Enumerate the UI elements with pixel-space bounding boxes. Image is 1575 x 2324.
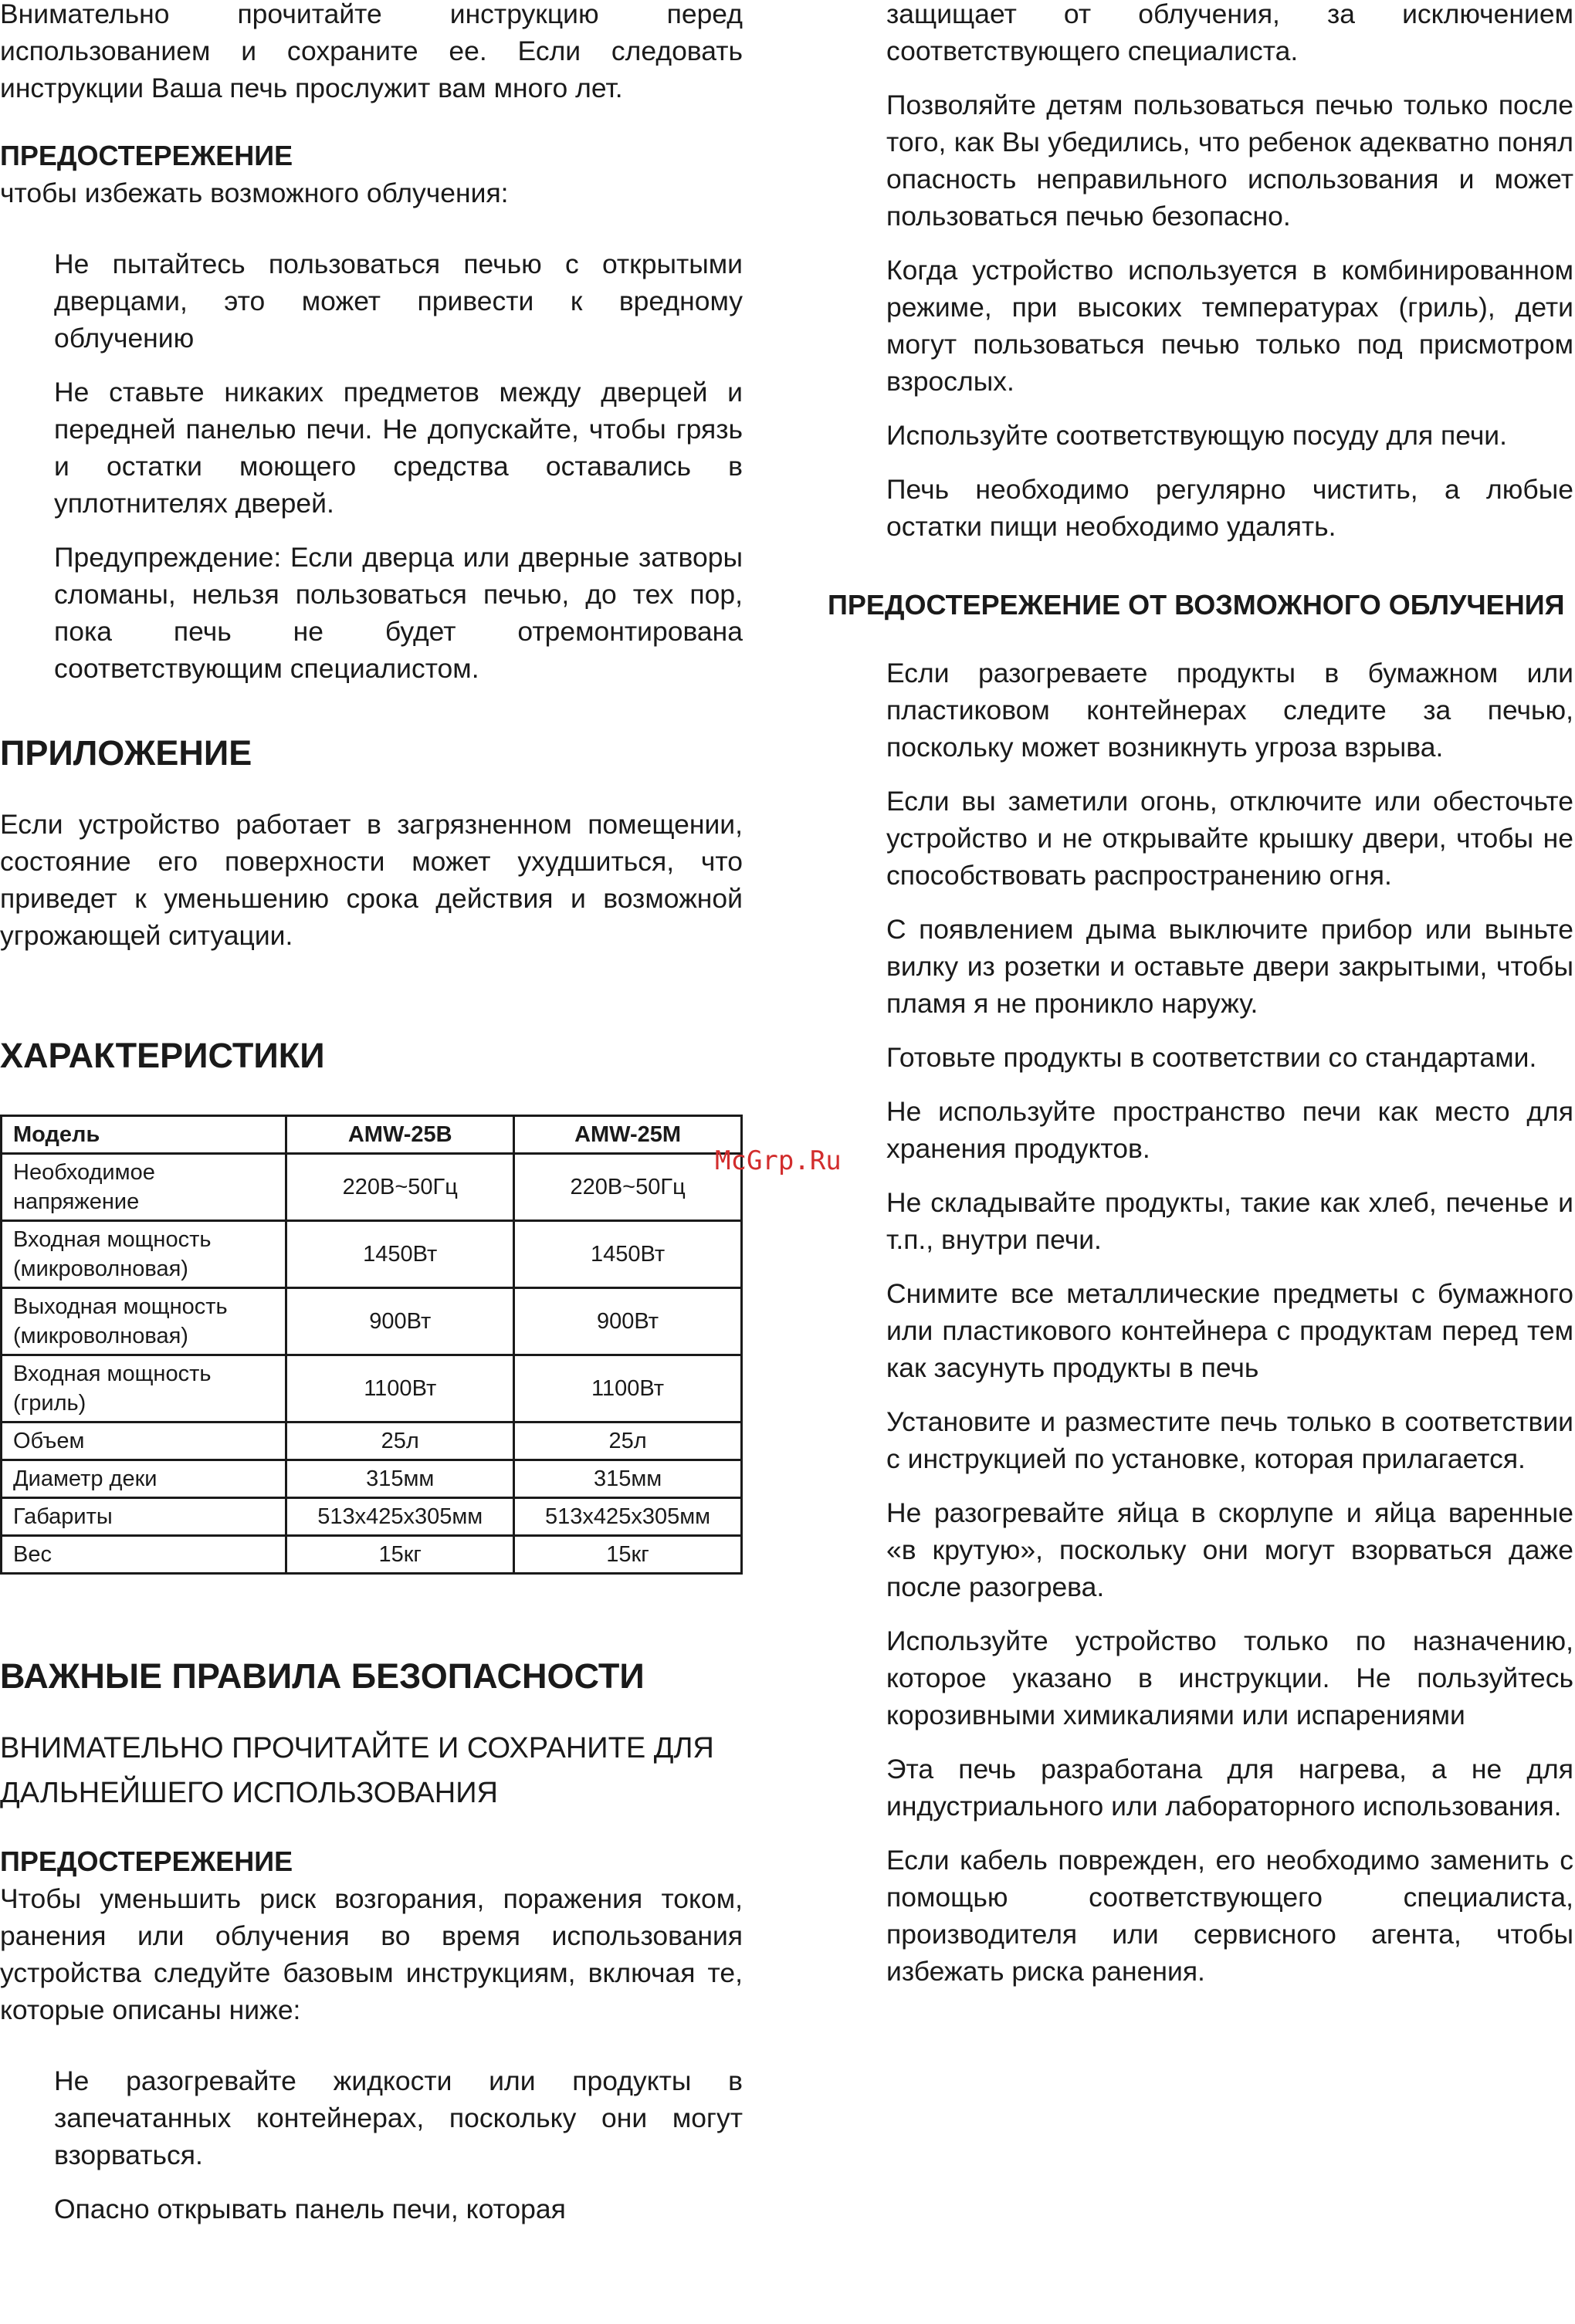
table-row bbox=[2, 1460, 742, 1498]
row-value-b: 15кг bbox=[286, 1536, 514, 1574]
row-value-b: 25л bbox=[286, 1422, 514, 1460]
row-value-m: 315мм bbox=[514, 1460, 742, 1498]
right-item-6: Если вы заметили огонь, отключите или обесточьте устройство и не открывайте крышку двери, чтобы не способствовать распространению огня. bbox=[886, 786, 1573, 891]
right-item-15: Эта печь разработана для нагрева, а не для индустриального или лабораторного использования. bbox=[886, 1754, 1573, 1822]
right-item-10: Не складывайте продукты, такие как хлеб, печенье и т.п., внутри печи. bbox=[886, 1187, 1573, 1255]
row-label: Необходимое напряжение bbox=[2, 1154, 286, 1221]
right-item-1: Позволяйте детям пользоваться печью только после того, как Вы убедились, что ребенок адекватно понял опасность неправильного использования и может пользоваться печью безопасно. bbox=[886, 90, 1573, 232]
right-item-8: Готовьте продукты в соответствии со стандартами. bbox=[886, 1042, 1537, 1073]
header-model: Модель bbox=[2, 1116, 286, 1154]
row-label: Входная мощность (микроволновая) bbox=[2, 1221, 286, 1288]
row-label: Объем bbox=[2, 1422, 286, 1460]
caution-item-3: Предупреждение: Если дверца или дверные затворы сломаны, нельзя пользоваться печью, до тех пор, пока печь не будет отремонтирована соответствующим специалистом. bbox=[54, 542, 743, 684]
caution-item-1: Не пытайтесь пользоваться печью с открытыми дверцами, это может привести к вредному облучению bbox=[54, 249, 743, 354]
appendix-text: Если устройство работает в загрязненном помещении, состояние его поверхности может ухудшиться, что приведет к уменьшению срока действия и возможной угрожающей ситуации. bbox=[0, 809, 743, 951]
safety-heading: ВАЖНЫЕ ПРАВИЛА БЕЗОПАСНОСТИ bbox=[0, 1656, 645, 1696]
row-label: Габариты bbox=[2, 1498, 286, 1536]
row-value-b: 1100Вт bbox=[286, 1355, 514, 1422]
right-item-5: Если разогреваете продукты в бумажном или пластиковом контейнерах следите за печью, поскольку может возникнуть угроза взрыва. bbox=[886, 658, 1573, 763]
right-item-12: Установите и разместите печь только в соответствии с инструкцией по установке, которая прилагается. bbox=[886, 1406, 1573, 1474]
right-item-2: Когда устройство используется в комбинированном режиме, при высоких температурах (гриль), дети могут пользоваться печью только под присмотром взрослых. bbox=[886, 255, 1573, 397]
specs-heading: ХАРАКТЕРИСТИКИ bbox=[0, 1036, 325, 1075]
row-value-m: 1100Вт bbox=[514, 1355, 742, 1422]
row-label: Диаметр деки bbox=[2, 1460, 286, 1498]
continuation-paragraph: защищает от облучения, за исключением соответствующего специалиста. bbox=[886, 0, 1573, 66]
specs-table bbox=[0, 1115, 743, 1575]
table-row bbox=[2, 1221, 742, 1288]
row-value-m: 900Вт bbox=[514, 1288, 742, 1355]
row-label: Выходная мощность (микроволновая) bbox=[2, 1288, 286, 1355]
table-row bbox=[2, 1355, 742, 1422]
right-item-16: Если кабель поврежден, его необходимо заменить с помощью соответствующего специалиста, производителя или сервисного агента, чтобы избежать риска ранения. bbox=[886, 1845, 1573, 1987]
row-value-m: 1450Вт bbox=[514, 1221, 742, 1288]
row-value-m: 15кг bbox=[514, 1536, 742, 1574]
row-label: Вес bbox=[2, 1536, 286, 1574]
header-amw25m: AMW-25M bbox=[514, 1116, 742, 1154]
caution-text-2: Чтобы уменьшить риск возгорания, поражения током, ранения или облучения во время использования устройства следуйте базовым инструкциям, включая те, которые описаны ниже: bbox=[0, 1883, 743, 2025]
table-row bbox=[2, 1536, 742, 1574]
right-item-14: Используйте устройство только по назначению, которое указано в инструкции. Не пользуйтесь корозивными химикалиями или испарениями bbox=[886, 1625, 1573, 1730]
right-column bbox=[828, 0, 1573, 1990]
caution-subtitle-1: чтобы избежать возможного облучения: bbox=[0, 178, 509, 208]
right-item-7: С появлением дыма выключите прибор или выньте вилку из розетки и оставьте двери закрытыми, чтобы пламя я не проникло наружу. bbox=[886, 914, 1573, 1019]
row-value-b: 513x425x305мм bbox=[286, 1498, 514, 1536]
table-header-row bbox=[2, 1116, 742, 1154]
watermark: McGrp.Ru bbox=[715, 1145, 842, 1176]
row-value-m: 513x425x305мм bbox=[514, 1498, 742, 1536]
caution-item-2: Не ставьте никаких предметов между дверцей и передней панелью печи. Не допускайте, чтобы грязь и остатки моющего средства оставались в уплотнителях дверей. bbox=[54, 377, 743, 519]
row-value-b: 220В~50Гц bbox=[286, 1154, 514, 1221]
table-row bbox=[2, 1422, 742, 1460]
header-amw25b: AMW-25B bbox=[286, 1116, 514, 1154]
row-value-b: 315мм bbox=[286, 1460, 514, 1498]
right-item-3: Используйте соответствующую посуду для печи. bbox=[886, 420, 1508, 451]
caution-heading-2: ПРЕДОСТЕРЕЖЕНИЕ bbox=[0, 1845, 293, 1877]
caution-heading-1: ПРЕДОСТЕРЕЖЕНИЕ bbox=[0, 140, 293, 171]
row-label: Входная мощность (гриль) bbox=[2, 1355, 286, 1422]
table-row bbox=[2, 1154, 742, 1221]
table-row bbox=[2, 1288, 742, 1355]
radiation-caution-heading: ПРЕДОСТЕРЕЖЕНИЕ ОТ ВОЗМОЖНОГО ОБЛУЧЕНИЯ bbox=[828, 589, 1565, 621]
row-value-b: 900Вт bbox=[286, 1288, 514, 1355]
safety-item-2: Опасно открывать панель печи, которая bbox=[54, 2194, 566, 2224]
right-item-13: Не разогревайте яйца в скорлупе и яйца варенные «в крутую», поскольку они могут взорваться даже после разогрева. bbox=[886, 1497, 1573, 1602]
row-value-m: 220В~50Гц bbox=[514, 1154, 742, 1221]
right-item-11: Снимите все металлические предметы с бумажного или пластикового контейнера с продуктам перед тем как засунуть продукты в печь bbox=[886, 1278, 1573, 1383]
row-value-m: 25л bbox=[514, 1422, 742, 1460]
right-item-4: Печь необходимо регулярно чистить, а любые остатки пищи необходимо удалять. bbox=[886, 474, 1573, 542]
appendix-heading: ПРИЛОЖЕНИЕ bbox=[0, 733, 252, 773]
left-column bbox=[0, 0, 743, 2228]
intro-paragraph: Внимательно прочитайте инструкцию перед использованием и сохраните ее. Если следовать инструкции Ваша печь прослужит вам много лет. bbox=[0, 0, 743, 103]
safety-subtitle: ВНИМАТЕЛЬНО ПРОЧИТАЙТЕ И СОХРАНИТЕ ДЛЯ ДАЛЬНЕЙШЕГО ИСПОЛЬЗОВАНИЯ bbox=[0, 1732, 714, 1809]
right-item-9: Не используйте пространство печи как место для хранения продуктов. bbox=[886, 1096, 1573, 1164]
row-value-b: 1450Вт bbox=[286, 1221, 514, 1288]
table-row bbox=[2, 1498, 742, 1536]
safety-item-1: Не разогревайте жидкости или продукты в запечатанных контейнерах, поскольку они могут взорваться. bbox=[54, 2065, 743, 2170]
